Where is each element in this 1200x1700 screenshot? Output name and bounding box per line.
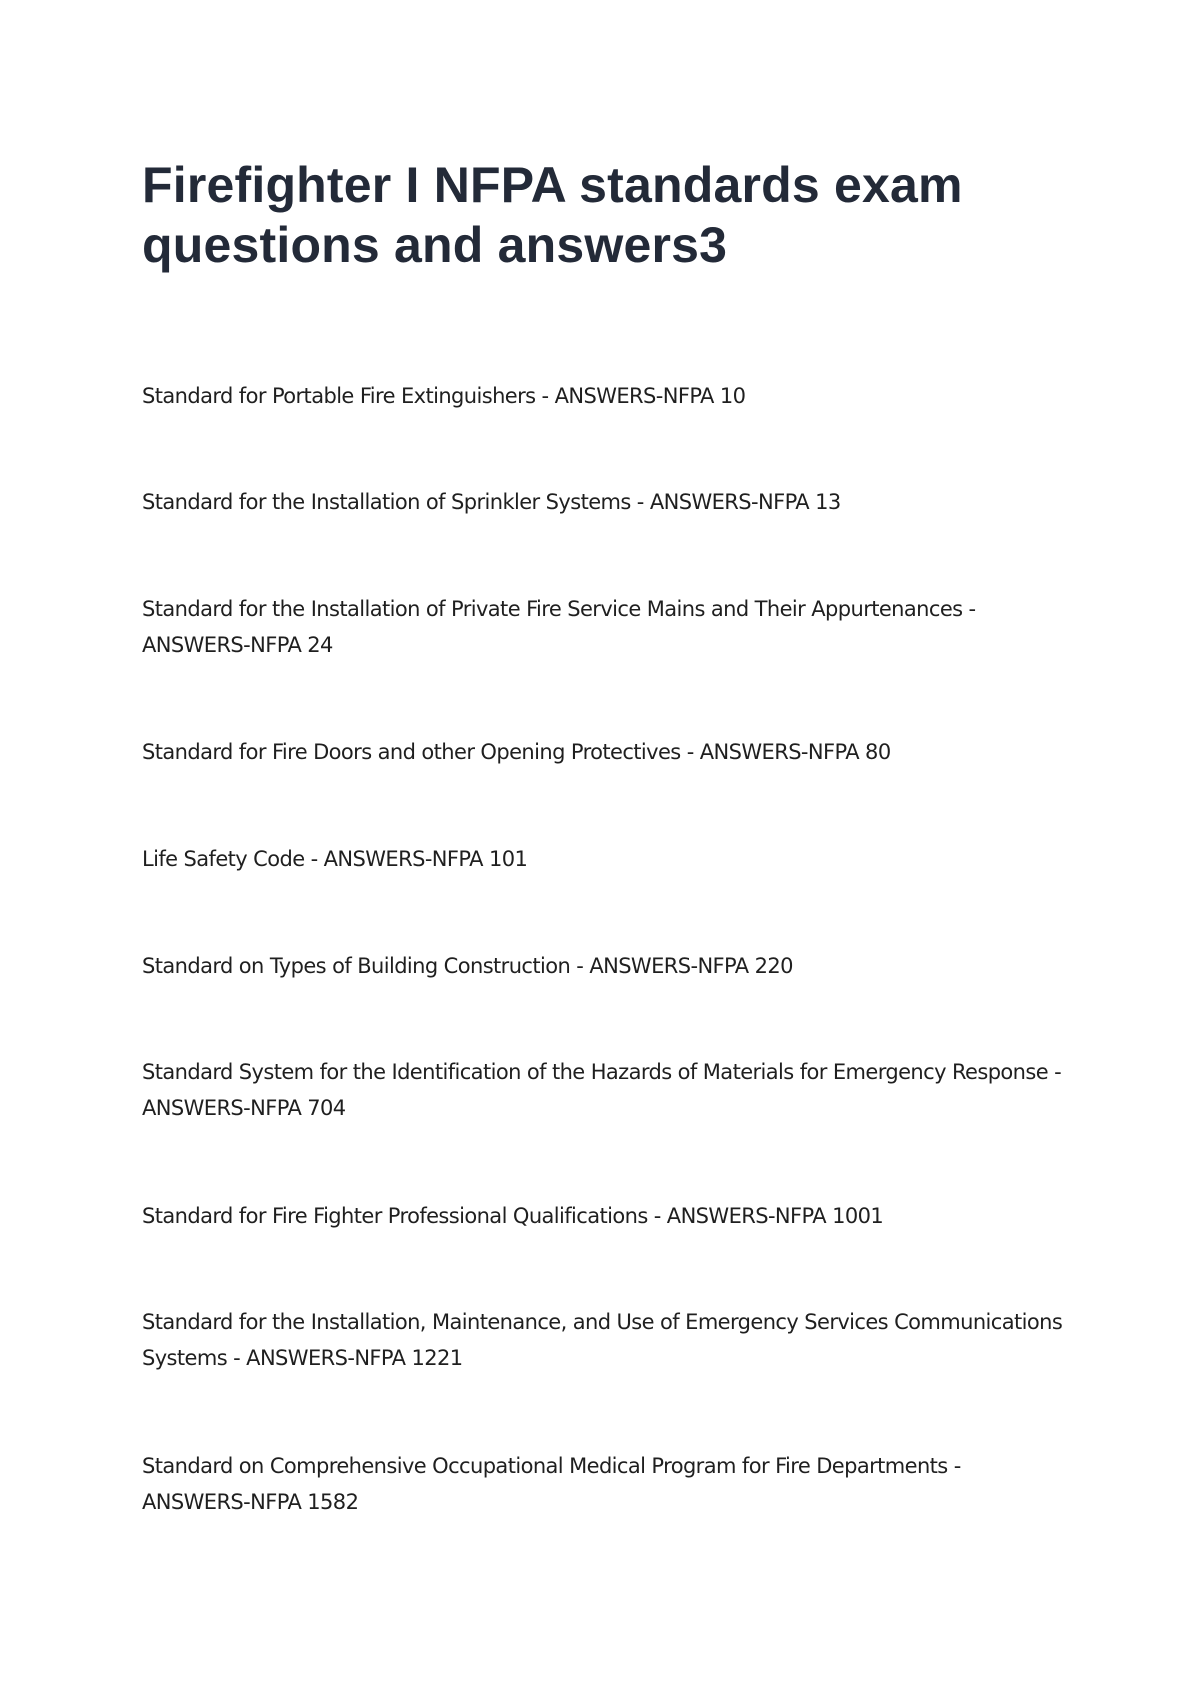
qa-entry: Standard on Comprehensive Occupational Medical Program for Fire Departments - ANSWERS-NFPA 1582 <box>142 1454 961 1514</box>
qa-entry: Standard for Portable Fire Extinguishers - ANSWERS-NFPA 10 <box>142 384 746 408</box>
qa-entry: Standard System for the Identification of the Hazards of Materials for Emergency Response - ANSWERS-NFPA 704 <box>142 1060 1062 1120</box>
page-title: Firefighter I NFPA standards exam questions and answers3 <box>142 157 963 273</box>
qa-entry: Standard for the Installation of Sprinkler Systems - ANSWERS-NFPA 13 <box>142 490 841 514</box>
qa-entry: Life Safety Code - ANSWERS-NFPA 101 <box>142 847 528 871</box>
qa-entry: Standard for the Installation, Maintenance, and Use of Emergency Services Communications Systems - ANSWERS-NFPA 1221 <box>142 1310 1063 1370</box>
qa-entry: Standard for Fire Fighter Professional Qualifications - ANSWERS-NFPA 1001 <box>142 1204 884 1228</box>
qa-entry: Standard for Fire Doors and other Opening Protectives - ANSWERS-NFPA 80 <box>142 740 891 764</box>
qa-entry: Standard for the Installation of Private Fire Service Mains and Their Appurtenances - ANSWERS-NFPA 24 <box>142 597 976 657</box>
qa-entry: Standard on Types of Building Construction - ANSWERS-NFPA 220 <box>142 954 793 978</box>
